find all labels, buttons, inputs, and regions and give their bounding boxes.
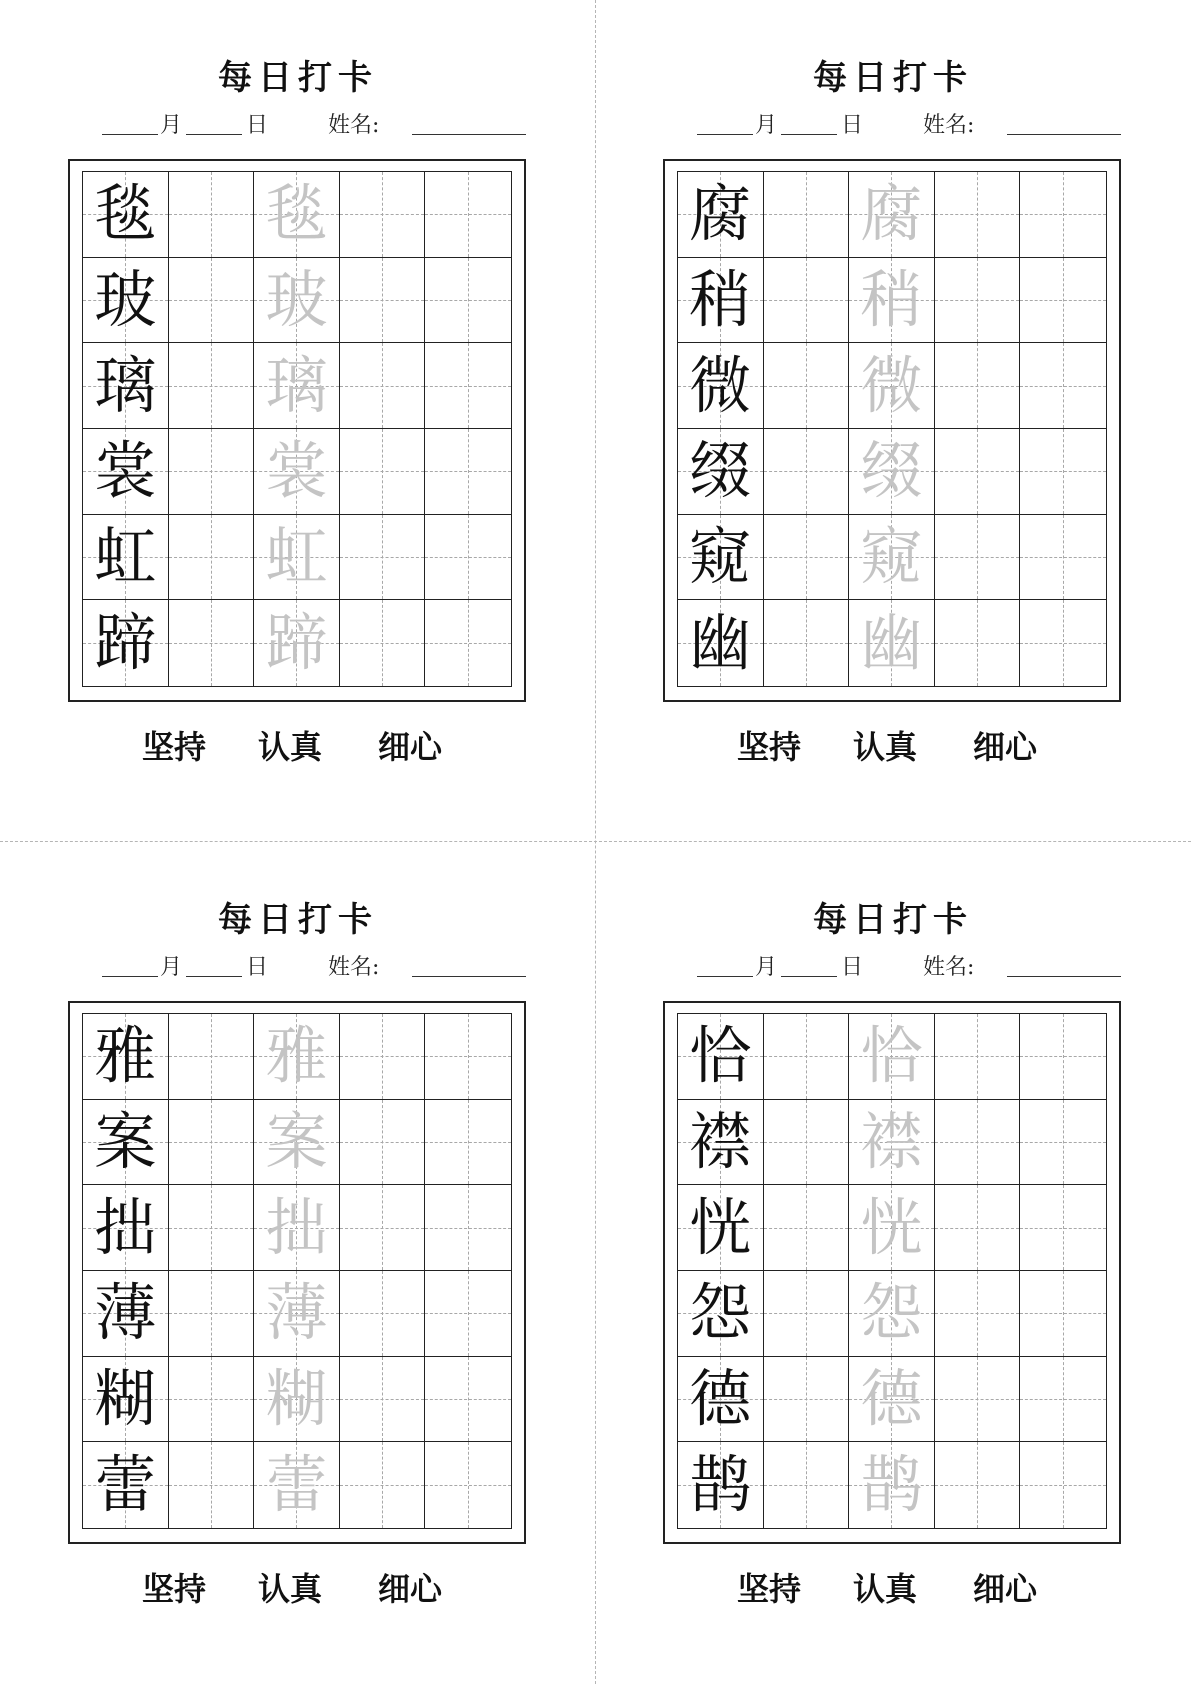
- writing-cell[interactable]: [764, 1014, 850, 1100]
- day-label: 日: [246, 113, 269, 138]
- writing-cell[interactable]: [1020, 515, 1106, 601]
- writing-cell[interactable]: [1020, 258, 1106, 344]
- model-cell: [678, 1271, 764, 1357]
- name-label: 姓名:: [923, 955, 975, 980]
- trace-character: 怨: [860, 1276, 923, 1350]
- motto-serious: 认真: [853, 728, 918, 766]
- writing-cell[interactable]: [340, 1014, 426, 1100]
- model-cell: [83, 1014, 169, 1100]
- trace-cell: [254, 600, 340, 686]
- grid-frame: [68, 159, 526, 702]
- trace-cell: [254, 1100, 340, 1186]
- trace-cell: [254, 429, 340, 515]
- practice-grid: [82, 1013, 512, 1529]
- model-cell: [678, 600, 764, 686]
- writing-cell[interactable]: [764, 429, 850, 515]
- trace-character: 襟: [860, 1104, 923, 1178]
- trace-cell: [254, 343, 340, 429]
- trace-character: 璃: [265, 348, 328, 422]
- practice-grid: [677, 1013, 1107, 1529]
- model-character: 蹄: [94, 606, 157, 680]
- model-character: 怨: [689, 1276, 752, 1350]
- trace-cell: [849, 258, 935, 344]
- model-character: 玻: [94, 262, 157, 336]
- trace-cell: [254, 515, 340, 601]
- motto-persist: 坚持: [737, 728, 802, 766]
- model-character: 缀: [689, 434, 752, 508]
- model-cell: [83, 1185, 169, 1271]
- trace-cell: [254, 258, 340, 344]
- model-character: 雅: [94, 1019, 157, 1093]
- model-character: 裳: [94, 434, 157, 508]
- writing-cell[interactable]: [169, 1442, 255, 1528]
- writing-cell[interactable]: [764, 1185, 850, 1271]
- writing-cell[interactable]: [1020, 429, 1106, 515]
- trace-cell: [849, 1357, 935, 1443]
- writing-cell[interactable]: [169, 343, 255, 429]
- name-label: 姓名:: [328, 955, 380, 980]
- model-character: 稍: [689, 262, 752, 336]
- writing-cell[interactable]: [169, 600, 255, 686]
- writing-cell[interactable]: [340, 1357, 426, 1443]
- writing-cell[interactable]: [169, 515, 255, 601]
- writing-cell[interactable]: [935, 1100, 1021, 1186]
- trace-cell: [849, 1185, 935, 1271]
- month-label: 月: [160, 113, 183, 138]
- model-cell: [678, 258, 764, 344]
- trace-character: 蹄: [265, 606, 328, 680]
- trace-character: 缀: [860, 434, 923, 508]
- model-character: 案: [94, 1104, 157, 1178]
- month-blank[interactable]: [102, 134, 158, 135]
- motto-serious: 认真: [258, 728, 323, 766]
- writing-cell[interactable]: [425, 172, 511, 258]
- model-character: 微: [689, 348, 752, 422]
- day-label: 日: [841, 113, 864, 138]
- writing-cell[interactable]: [1020, 1185, 1106, 1271]
- trace-cell: [849, 1100, 935, 1186]
- trace-character: 雅: [265, 1019, 328, 1093]
- motto-line: [595, 1564, 1191, 1608]
- writing-cell[interactable]: [169, 429, 255, 515]
- writing-cell[interactable]: [425, 1357, 511, 1443]
- model-cell: [678, 172, 764, 258]
- model-character: 毯: [94, 177, 157, 251]
- model-character: 虹: [94, 519, 157, 593]
- writing-cell[interactable]: [935, 515, 1021, 601]
- motto-line: [0, 1564, 596, 1608]
- writing-cell[interactable]: [425, 1271, 511, 1357]
- writing-cell[interactable]: [935, 1442, 1021, 1528]
- practice-card: [0, 0, 596, 842]
- model-cell: [678, 1185, 764, 1271]
- writing-cell[interactable]: [425, 1442, 511, 1528]
- trace-character: 幽: [860, 606, 923, 680]
- model-cell: [678, 1100, 764, 1186]
- model-character: 璃: [94, 348, 157, 422]
- model-cell: [678, 515, 764, 601]
- trace-cell: [254, 172, 340, 258]
- month-blank[interactable]: [697, 976, 753, 977]
- writing-cell[interactable]: [340, 1442, 426, 1528]
- trace-character: 腐: [860, 177, 923, 251]
- month-label: 月: [755, 955, 778, 980]
- writing-cell[interactable]: [340, 1271, 426, 1357]
- trace-character: 窥: [860, 519, 923, 593]
- model-cell: [83, 429, 169, 515]
- writing-cell[interactable]: [1020, 1014, 1106, 1100]
- trace-character: 恍: [860, 1190, 923, 1264]
- trace-character: 德: [860, 1361, 923, 1435]
- trace-cell: [849, 429, 935, 515]
- day-label: 日: [841, 955, 864, 980]
- writing-cell[interactable]: [340, 172, 426, 258]
- model-cell: [83, 1100, 169, 1186]
- card-title: 每日打卡: [218, 900, 378, 940]
- writing-cell[interactable]: [340, 429, 426, 515]
- writing-cell[interactable]: [764, 1100, 850, 1186]
- info-line: [0, 948, 596, 982]
- day-blank[interactable]: [781, 134, 837, 135]
- trace-character: 案: [265, 1104, 328, 1178]
- model-cell: [83, 258, 169, 344]
- card-title: 每日打卡: [218, 58, 378, 98]
- trace-character: 玻: [265, 262, 328, 336]
- writing-cell[interactable]: [764, 515, 850, 601]
- writing-cell[interactable]: [169, 172, 255, 258]
- model-character: 恰: [689, 1019, 752, 1093]
- card-title: 每日打卡: [813, 58, 973, 98]
- writing-cell[interactable]: [935, 1357, 1021, 1443]
- trace-cell: [849, 1014, 935, 1100]
- model-cell: [83, 515, 169, 601]
- practice-card: [0, 842, 596, 1684]
- trace-cell: [849, 172, 935, 258]
- model-character: 蕾: [94, 1448, 157, 1522]
- info-line: [595, 106, 1191, 140]
- writing-cell[interactable]: [1020, 343, 1106, 429]
- grid-frame: [663, 159, 1121, 702]
- writing-cell[interactable]: [425, 1185, 511, 1271]
- motto-careful: 细心: [378, 1570, 443, 1608]
- writing-cell[interactable]: [425, 343, 511, 429]
- day-blank[interactable]: [186, 134, 242, 135]
- model-character: 襟: [689, 1104, 752, 1178]
- model-cell: [83, 600, 169, 686]
- trace-character: 稍: [860, 262, 923, 336]
- writing-cell[interactable]: [764, 258, 850, 344]
- writing-cell[interactable]: [1020, 1271, 1106, 1357]
- writing-cell[interactable]: [935, 429, 1021, 515]
- month-label: 月: [160, 955, 183, 980]
- writing-cell[interactable]: [1020, 1442, 1106, 1528]
- writing-cell[interactable]: [425, 515, 511, 601]
- motto-line: [0, 722, 596, 766]
- practice-card: [595, 0, 1191, 842]
- grid-frame: [68, 1001, 526, 1544]
- trace-character: 恰: [860, 1019, 923, 1093]
- model-character: 鹊: [689, 1448, 752, 1522]
- name-label: 姓名:: [328, 113, 380, 138]
- info-line: [0, 106, 596, 140]
- practice-grid: [82, 171, 512, 687]
- trace-character: 微: [860, 348, 923, 422]
- writing-cell[interactable]: [935, 1014, 1021, 1100]
- writing-cell[interactable]: [169, 1014, 255, 1100]
- writing-cell[interactable]: [764, 343, 850, 429]
- trace-character: 糊: [265, 1361, 328, 1435]
- writing-cell[interactable]: [340, 515, 426, 601]
- writing-cell[interactable]: [764, 1442, 850, 1528]
- trace-cell: [254, 1014, 340, 1100]
- writing-cell[interactable]: [1020, 172, 1106, 258]
- motto-persist: 坚持: [142, 1570, 207, 1608]
- model-cell: [83, 1271, 169, 1357]
- practice-card: [595, 842, 1191, 1684]
- name-blank[interactable]: [1007, 976, 1121, 977]
- motto-careful: 细心: [378, 728, 443, 766]
- writing-cell[interactable]: [425, 1014, 511, 1100]
- trace-cell: [849, 600, 935, 686]
- trace-character: 蕾: [265, 1448, 328, 1522]
- model-cell: [83, 1442, 169, 1528]
- model-character: 糊: [94, 1361, 157, 1435]
- writing-cell[interactable]: [935, 343, 1021, 429]
- writing-cell[interactable]: [340, 1100, 426, 1186]
- model-cell: [678, 429, 764, 515]
- model-character: 德: [689, 1361, 752, 1435]
- model-cell: [83, 1357, 169, 1443]
- writing-cell[interactable]: [764, 1271, 850, 1357]
- month-blank[interactable]: [697, 134, 753, 135]
- writing-cell[interactable]: [1020, 600, 1106, 686]
- model-cell: [83, 172, 169, 258]
- writing-cell[interactable]: [169, 1185, 255, 1271]
- model-character: 窥: [689, 519, 752, 593]
- writing-cell[interactable]: [764, 172, 850, 258]
- writing-cell[interactable]: [169, 1271, 255, 1357]
- trace-cell: [254, 1271, 340, 1357]
- info-line: [595, 948, 1191, 982]
- motto-persist: 坚持: [142, 728, 207, 766]
- model-cell: [678, 1442, 764, 1528]
- writing-cell[interactable]: [169, 1357, 255, 1443]
- name-blank[interactable]: [1007, 134, 1121, 135]
- writing-cell[interactable]: [340, 600, 426, 686]
- motto-careful: 细心: [973, 1570, 1038, 1608]
- trace-cell: [254, 1185, 340, 1271]
- model-character: 腐: [689, 177, 752, 251]
- trace-character: 裳: [265, 434, 328, 508]
- writing-cell[interactable]: [935, 1185, 1021, 1271]
- writing-cell[interactable]: [1020, 1100, 1106, 1186]
- trace-cell: [254, 1442, 340, 1528]
- writing-cell[interactable]: [169, 258, 255, 344]
- trace-character: 拙: [265, 1190, 328, 1264]
- model-character: 薄: [94, 1276, 157, 1350]
- trace-cell: [849, 515, 935, 601]
- grid-frame: [663, 1001, 1121, 1544]
- writing-cell[interactable]: [425, 600, 511, 686]
- motto-persist: 坚持: [737, 1570, 802, 1608]
- writing-cell[interactable]: [425, 258, 511, 344]
- writing-cell[interactable]: [340, 343, 426, 429]
- trace-cell: [849, 1271, 935, 1357]
- writing-cell[interactable]: [935, 258, 1021, 344]
- trace-character: 薄: [265, 1276, 328, 1350]
- writing-cell[interactable]: [935, 172, 1021, 258]
- writing-cell[interactable]: [1020, 1357, 1106, 1443]
- trace-cell: [849, 343, 935, 429]
- model-character: 拙: [94, 1190, 157, 1264]
- writing-cell[interactable]: [935, 1271, 1021, 1357]
- writing-cell[interactable]: [340, 1185, 426, 1271]
- writing-cell[interactable]: [340, 258, 426, 344]
- trace-character: 鹊: [860, 1448, 923, 1522]
- model-cell: [678, 1357, 764, 1443]
- card-title: 每日打卡: [813, 900, 973, 940]
- writing-cell[interactable]: [169, 1100, 255, 1186]
- trace-cell: [849, 1442, 935, 1528]
- writing-cell[interactable]: [935, 600, 1021, 686]
- name-label: 姓名:: [923, 113, 975, 138]
- model-character: 幽: [689, 606, 752, 680]
- day-blank[interactable]: [186, 976, 242, 977]
- writing-cell[interactable]: [764, 1357, 850, 1443]
- day-label: 日: [246, 955, 269, 980]
- month-label: 月: [755, 113, 778, 138]
- model-cell: [83, 343, 169, 429]
- model-cell: [678, 1014, 764, 1100]
- day-blank[interactable]: [781, 976, 837, 977]
- practice-grid: [677, 171, 1107, 687]
- month-blank[interactable]: [102, 976, 158, 977]
- motto-careful: 细心: [973, 728, 1038, 766]
- writing-cell[interactable]: [764, 600, 850, 686]
- name-blank[interactable]: [412, 134, 526, 135]
- name-blank[interactable]: [412, 976, 526, 977]
- motto-serious: 认真: [258, 1570, 323, 1608]
- trace-character: 虹: [265, 519, 328, 593]
- trace-character: 毯: [265, 177, 328, 251]
- trace-cell: [254, 1357, 340, 1443]
- writing-cell[interactable]: [425, 429, 511, 515]
- motto-line: [595, 722, 1191, 766]
- model-character: 恍: [689, 1190, 752, 1264]
- writing-cell[interactable]: [425, 1100, 511, 1186]
- model-cell: [678, 343, 764, 429]
- motto-serious: 认真: [853, 1570, 918, 1608]
